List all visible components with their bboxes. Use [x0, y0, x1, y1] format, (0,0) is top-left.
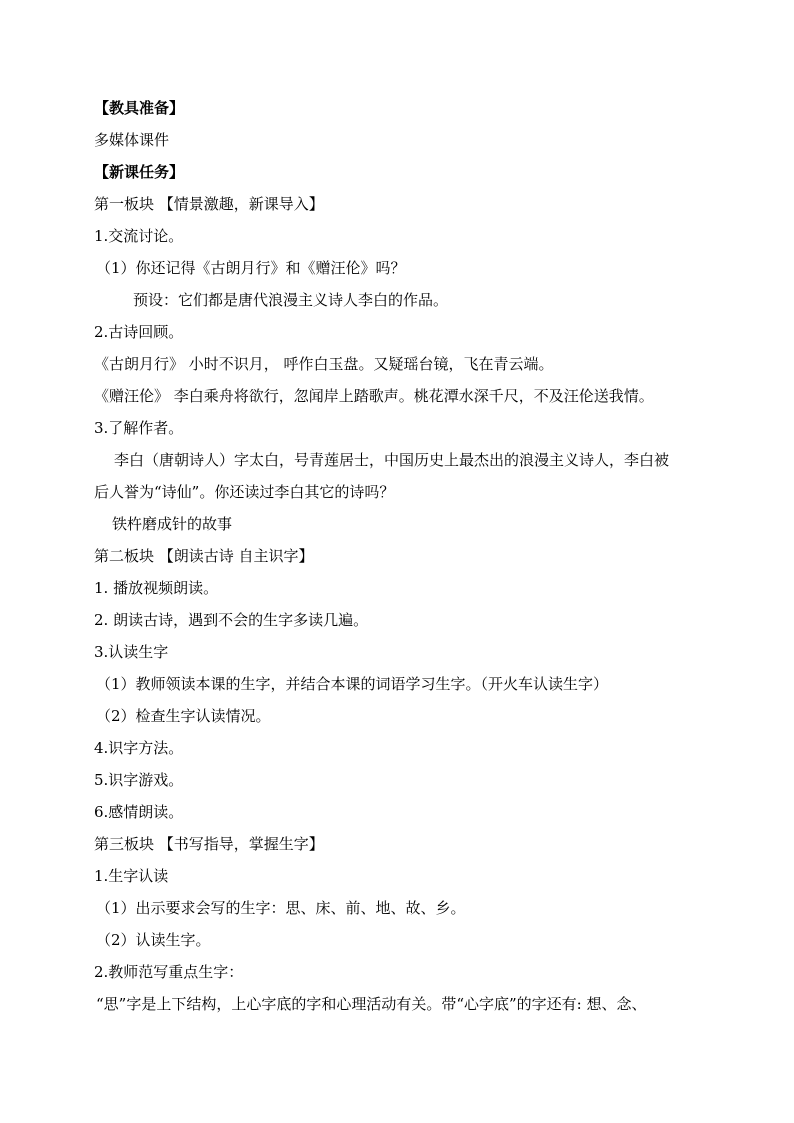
text-line: 1. 播放视频朗读。: [94, 579, 219, 597]
text-line: 1.交流讨论。: [94, 227, 184, 245]
text-line: 2.古诗回顾。: [94, 323, 184, 341]
section-heading-new-lesson: 【新课任务】: [94, 163, 185, 181]
text-line: 2.教师范写重点生字：: [94, 963, 244, 981]
text-line: 1.生字认读: [94, 867, 169, 885]
text-line: 多媒体课件: [94, 131, 170, 149]
poem-line-2: 《赠汪伦》 李白乘舟将欲行，忽闻岸上踏歌声。桃花潭水深千尺，不及汪伦送我情。: [94, 387, 654, 405]
text-line: 预设：它们都是唐代浪漫主义诗人李白的作品。: [133, 291, 449, 309]
text-line: （1）你还记得《古朗月行》和《赠汪伦》吗？: [96, 259, 406, 277]
block-heading-2: 第二板块 【朗读古诗 自主识字】: [94, 547, 314, 565]
poem-line-1: 《古朗月行》 小时不识月， 呼作白玉盘。又疑瑶台镜，飞在青云端。: [94, 355, 554, 373]
text-line: 6.感情朗读。: [94, 803, 184, 821]
text-line: “思”字是上下结构，上心字底的字和心理活动有关。带“心字底”的字还有: 想、念、: [96, 995, 647, 1013]
text-line: （2）检查生字认读情况。: [96, 707, 271, 725]
text-line: 铁杵磨成针的故事: [112, 515, 233, 533]
text-line: 后人誉为“诗仙”。你还读过李白其它的诗吗？: [94, 483, 395, 501]
text-line: 4.识字方法。: [94, 739, 184, 757]
text-line: （1）教师领读本课的生字，并结合本课的词语学习生字。（开火车认读生字）: [96, 675, 609, 693]
text-line: 李白（唐朝诗人）字太白，号青莲居士，中国历史上最杰出的浪漫主义诗人，李白被: [114, 451, 670, 469]
block-heading-1: 第一板块 【情景激趣，新课导入】: [94, 195, 324, 213]
text-line: 3.了解作者。: [94, 419, 184, 437]
text-line: 5.识字游戏。: [94, 771, 184, 789]
text-line: 2. 朗读古诗，遇到不会的生字多读几遍。: [94, 611, 369, 629]
section-heading-teaching-aids: 【教具准备】: [94, 99, 185, 117]
text-line: （1）出示要求会写的生字：思、床、前、地、故、乡。: [96, 899, 466, 917]
text-line: 3.认读生字: [94, 643, 169, 661]
block-heading-3: 第三板块 【书写指导，掌握生字】: [94, 835, 324, 853]
text-line: （2）认读生字。: [96, 931, 211, 949]
